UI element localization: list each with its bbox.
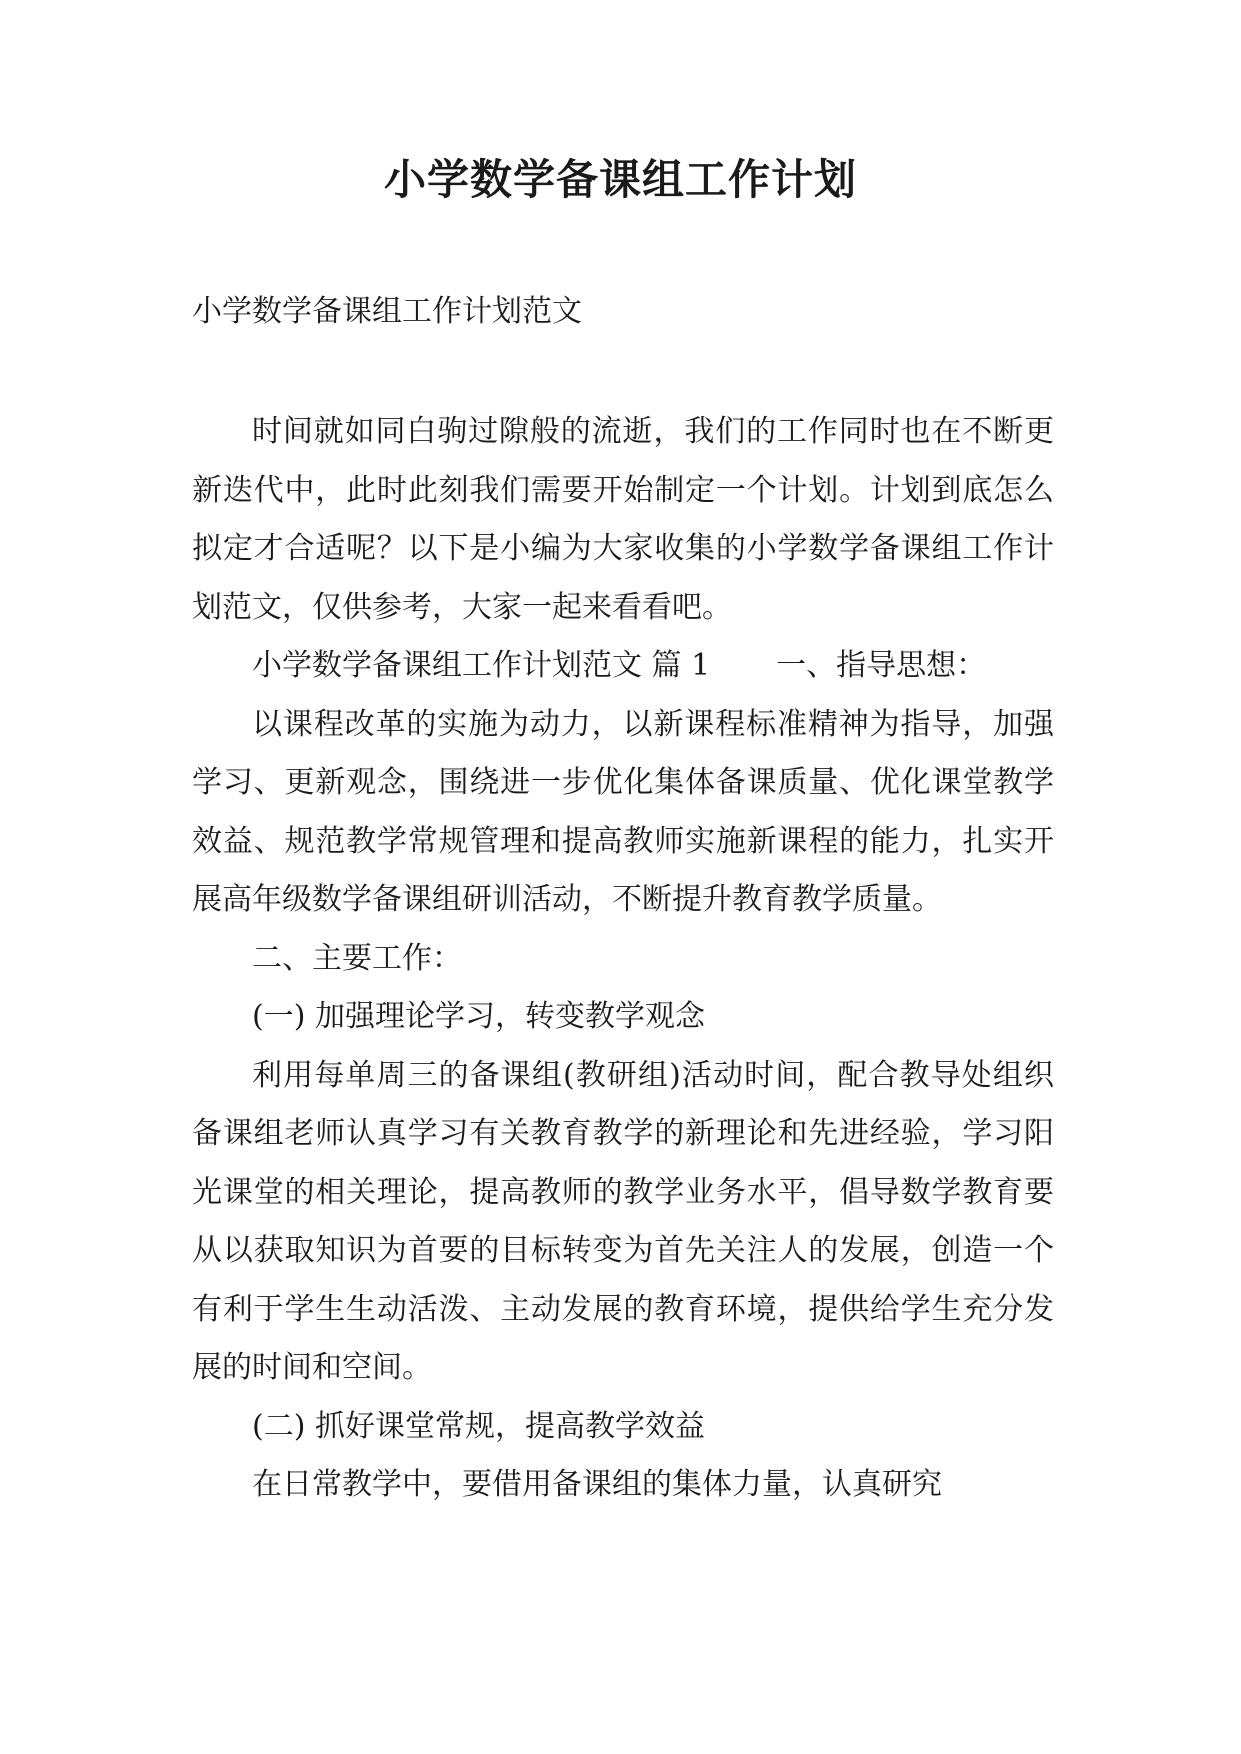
section-heading-line [192,637,1054,696]
intro-paragraph: 时间就如同白驹过隙般的流逝，我们的工作同时也在不断更新迭代中，此时此刻我们需要开始制定一个计划。计划到底怎么拟定才合适呢？以下是小编为大家收集的小学数学备课组工作计划范文，仅供参考，大家一起来看看吧。 [192,414,1054,625]
document-title: 小学数学备课组工作计划 [383,155,857,204]
item2-paragraph: 在日常教学中，要借用备课组的集体力量，认真研究 [252,1467,942,1502]
guiding-thought-paragraph: 以课程改革的实施为动力，以新课程标准精神为指导，加强学习、更新观念，围绕进一步优化集体备课质量、优化课堂教学效益、规范教学常规管理和提高教师实施新课程的能力，扎实开展高年级数学备课组研训活动，不断提升教育教学质量。 [192,706,1054,917]
section-heading-left: 小学数学备课组工作计划范文 篇 1 [252,648,711,683]
main-work-heading: 二、主要工作： [252,940,462,976]
document-body [192,403,1054,1515]
item1-heading: (一) 加强理论学习，转变教学观念 [252,999,705,1034]
document-subtitle: 小学数学备课组工作计划范文 [192,294,582,329]
section-heading-right: 一、指导思想： [776,648,987,683]
item1-paragraph: 利用每单周三的备课组(教研组)活动时间，配合教导处组织备课组老师认真学习有关教育教学的新理论和先进经验，学习阳光课堂的相关理论，提高教师的教学业务水平，倡导数学教育要从以获取知识为首要的目标转变为首先关注人的发展，创造一个有利于学生生动活泼、主动发展的教育环境，提供给学生充分发展的时间和空间。 [192,1057,1054,1385]
item2-heading: (二) 抓好课堂常规，提高教学效益 [252,1408,705,1444]
